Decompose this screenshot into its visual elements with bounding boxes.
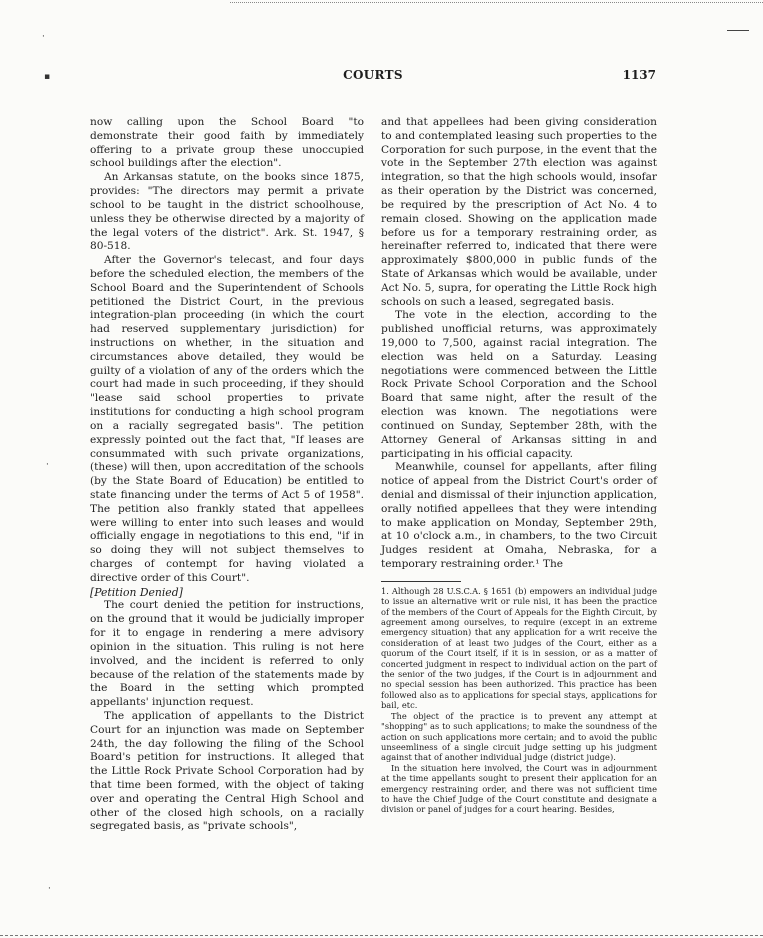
footnote: In the situation here involved, the Court was in adjournment at the time appellants sought to present their application for an emergency restraining order, and there was not sufficient time to have the Chief Judge of the Court constitute and designate a division or panel of judges for a court hearing. Besides, — [381, 762, 657, 815]
corner-mark — [727, 30, 749, 31]
paragraph: The application of appellants to the District Court for an injunction was made on September 24th, the day following the filing of the School Board's petition for instructions. It alleged that the Little Rock Private School Corporation had by that time been formed, with the object of taking over and operating the Central High School and other of the closed high schools, on a racially segregated basis, as "private schools", — [90, 709, 364, 833]
page-number: 1137 — [622, 68, 656, 82]
left-column — [90, 116, 364, 834]
footnote: The object of the practice is to prevent any attempt at "shopping" as to such applications; to make the soundness of the action on such applications more certain; and to avoid the public unseemliness of a single circuit judge setting up his judgment against that of another individual judge (district judge). — [381, 710, 657, 763]
margin-mark: · — [48, 884, 51, 894]
running-head — [90, 68, 656, 84]
top-border — [230, 2, 763, 3]
footnotes — [381, 586, 657, 815]
section-heading: [Petition Denied] — [90, 585, 183, 599]
right-column — [381, 116, 657, 815]
paragraph: and that appellees had been giving consideration to and contemplated leasing such properties to the Corporation for such purpose, in the event that the vote in the September 27th election was against integration, so that the high schools would, insofar as their operation by the District was concerned, be required by the prescription of Act No. 4 to remain closed. Showing on the application made before us for a temporary restraining order, as hereinafter referred to, indicated that there were approximately $800,000 in public funds of the State of Arkansas which would be available, under Act No. 5, supra, for operating the Little Rock high schools on such a leased, segregated basis. — [381, 116, 657, 308]
bottom-border — [0, 935, 763, 936]
margin-mark: · — [46, 460, 49, 470]
running-head-title: COURTS — [343, 68, 403, 82]
paragraph: The court denied the petition for instructions, on the ground that it would be judicially improper for it to engage in rendering a mere advisory opinion in the situation. This ruling is not here involved, and the incident is referred to only because of the relation of the statements made by the Board in the setting which prompted appellants' injunction request. — [90, 599, 364, 709]
paragraph: After the Governor's telecast, and four days before the scheduled election, the members of the School Board and the Superintendent of Schools petitioned the District Court, in the previous integration-plan proceeding (in which the court had reserved supplementary jurisdiction) for instructions on whether, in the situation and circumstances above detailed, they would be guilty of a violation of any of the orders which the court had made in such proceeding, if they should "lease said school properties to private institutions for conducting a high school program on a racially segregated basis". The petition expressly pointed out the fact that, "If leases are consummated with such private organizations, (these) will then, upon accreditation of the schools (by the State Board of Education) be entitled to state financing under the terms of Act 5 of 1958". The petition also frankly stated that appellees were willing to enter into such leases and would officially engage in negotiations to this end, "if in so doing they will not subject themselves to charges of contempt for having violated a directive order of this Court". — [90, 254, 364, 584]
paragraph: now calling upon the School Board "to demonstrate their good faith by immediately offering to a private group these unoccupied school buildings after the election". — [90, 116, 364, 170]
footnote: 1. Although 28 U.S.C.A. § 1651 (b) empowers an individual judge to issue an alternative writ or rule nisi, it has been the practice of the members of the Court of Appeals for the Eighth Circuit, by agreement among ourselves, to require (except in an extreme emergency situation) that any application for a writ receive the consideration of at least two judges of the Court, either as a quorum of the Court itself, if it is in session, or as a matter of concerted judgment in respect to individual action on the part of the senior of the two judges, if the Court is in adjournment and no special session has been authorized. This practice has been followed also as to applications for special stays, applications for bail, etc. — [381, 585, 657, 711]
margin-mark: ▪ — [44, 72, 51, 82]
paragraph: Meanwhile, counsel for appellants, after filing notice of appeal from the District Court's order of denial and dismissal of their injunction application, orally notified appellees that they were intending to make application on Monday, September 29th, at 10 o'clock a.m., in chambers, to the two Circuit Judges resident at Omaha, Nebraska, for a temporary restraining order.¹ The — [381, 461, 657, 570]
margin-mark: · — [42, 32, 45, 42]
footnote-divider — [381, 581, 461, 582]
paragraph: An Arkansas statute, on the books since 1875, provides: "The directors may permit a private school to be taught in the district schoolhouse, unless they be otherwise directed by a majority of the legal voters of the district". Ark. St. 1947, § 80-518. — [90, 171, 364, 253]
paragraph: The vote in the election, according to the published unofficial returns, was approximately 19,000 to 7,500, against racial integration. The election was held on a Saturday. Leasing negotiations were commenced between the Little Rock Private School Corporation and the School Board that same night, after the result of the election was known. The negotiations were continued on Sunday, September 28th, with the Attorney General of Arkansas sitting in and participating in his official capacity. — [381, 309, 657, 460]
